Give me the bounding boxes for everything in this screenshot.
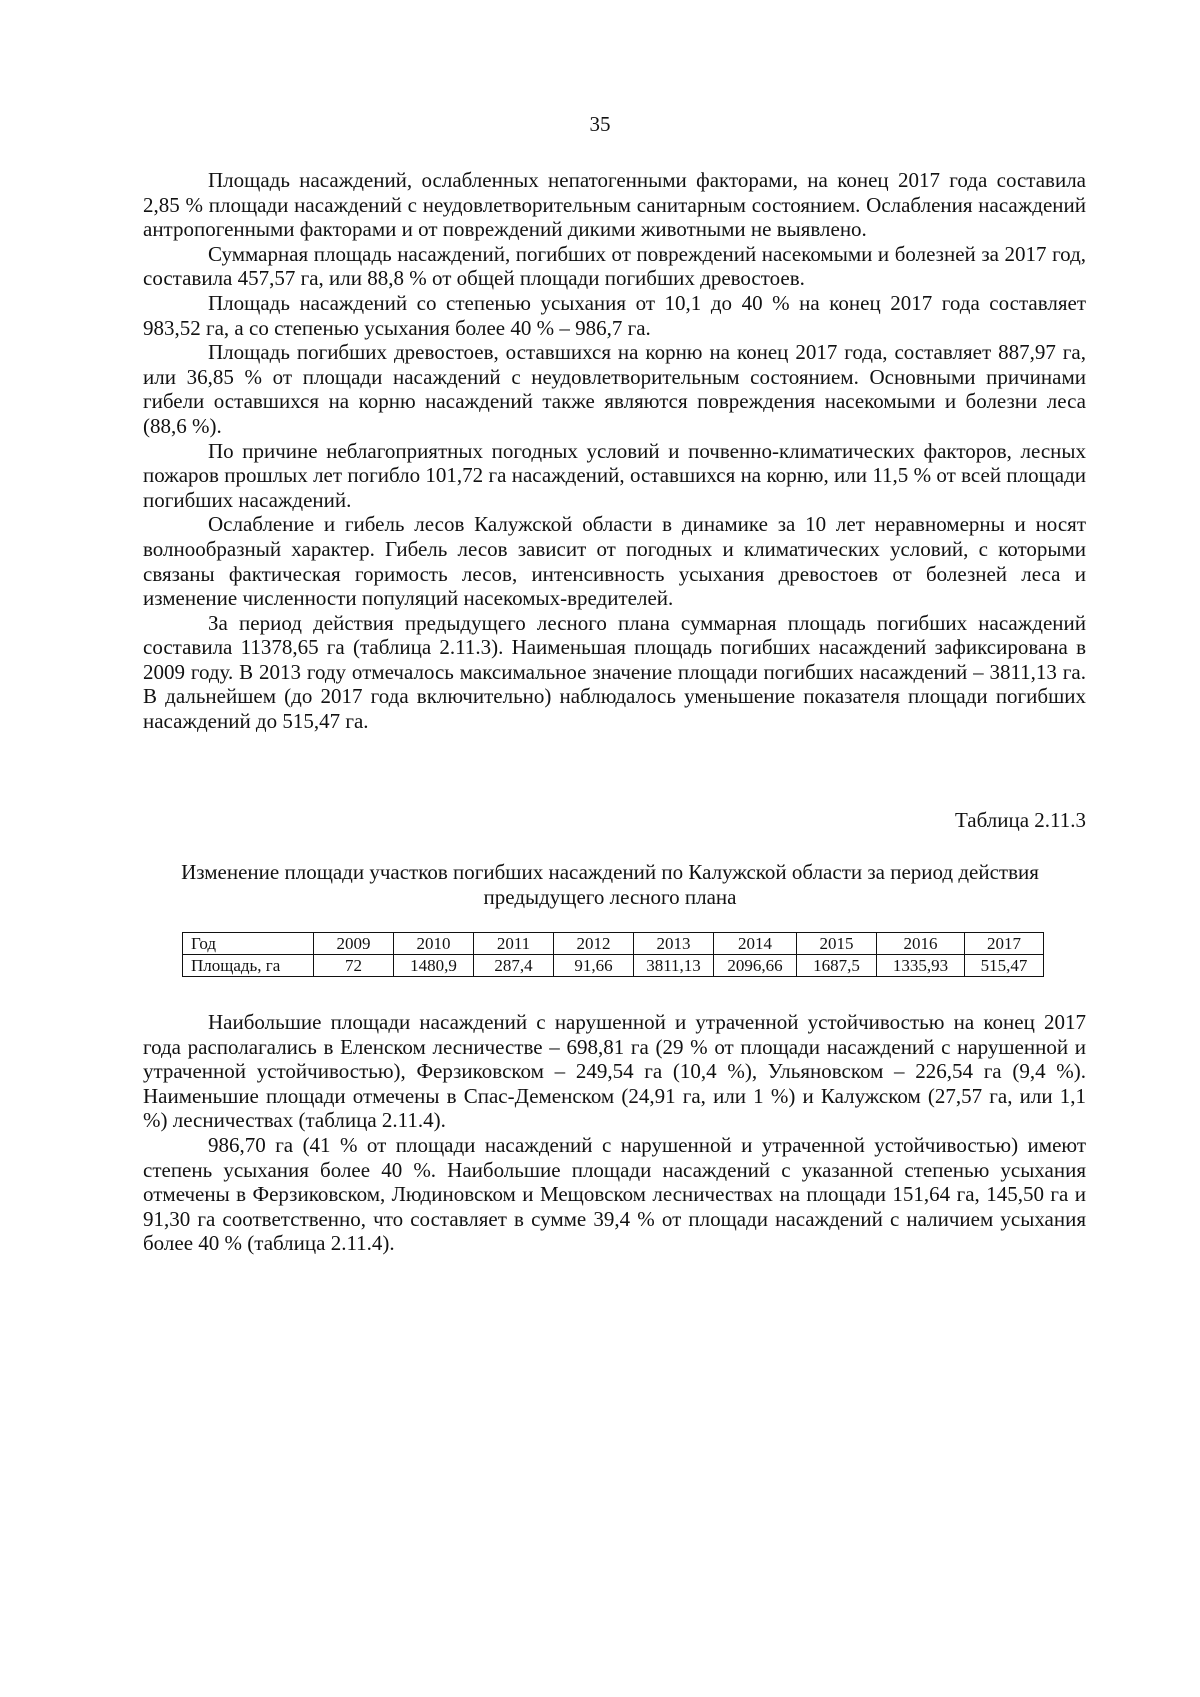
- text-block-top: [143, 168, 1086, 734]
- year-cell: 2009: [314, 933, 394, 955]
- table-row: [183, 933, 1044, 955]
- area-cell: 1687,5: [797, 955, 877, 977]
- area-cell: 2096,66: [714, 955, 797, 977]
- area-cell: 72: [314, 955, 394, 977]
- year-cell: 2013: [634, 933, 714, 955]
- area-cell: 3811,13: [634, 955, 714, 977]
- table-caption: Изменение площади участков погибших насаждений по Калужской области за период действия предыдущего лесного плана: [181, 860, 1039, 909]
- area-cell: 91,66: [554, 955, 634, 977]
- year-cell: 2010: [394, 933, 474, 955]
- paragraph: Наибольшие площади насаждений с нарушенной и утраченной устойчивостью на конец 2017 года располагались в Еленском лесничестве – 698,81 га (29 % от площади насаждений с нарушенной и утраченной устойчивостью), Ферзиковском – 249,54 га (10,4 %), Ульяновском – 226,54 га (9,4 %). Наименьшие площади отмечены в Спас-Деменском (24,91 га, или 1 %) и Калужском (27,57 га, или 1,1 %) лесничествах (таблица 2.11.4).: [143, 1010, 1086, 1133]
- year-cell: 2016: [877, 933, 965, 955]
- area-cell: 515,47: [965, 955, 1044, 977]
- year-cell: 2017: [965, 933, 1044, 955]
- text-block-bottom: [143, 1010, 1086, 1256]
- paragraph: Площадь насаждений со степенью усыхания от 10,1 до 40 % на конец 2017 года составляет 983,52 га, а со степенью усыхания более 40 % – 986,7 га.: [143, 290, 1086, 340]
- table-row: [183, 955, 1044, 977]
- area-cell: 1480,9: [394, 955, 474, 977]
- table-label: Таблица 2.11.3: [954, 808, 1086, 832]
- paragraph: За период действия предыдущего лесного плана суммарная площадь погибших насаждений составила 11378,65 га (таблица 2.11.3). Наименьшая площадь погибших насаждений зафиксирована в 2009 году. В 2013 году отмечалось максимальное значение площади погибших насаждений – 3811,13 га. В дальнейшем (до 2017 года включительно) наблюдалось уменьшение показателя площади погибших насаждений до 515,47 га.: [143, 610, 1086, 734]
- area-cell: 1335,93: [877, 955, 965, 977]
- page-number: 35: [589, 112, 611, 136]
- paragraph: Площадь погибших древостоев, оставшихся на корню на конец 2017 года, составляет 887,97 га, или 36,85 % от площади насаждений с неудовлетворительным состоянием. Основными причинами гибели оставшихся на корню насаждений также являются повреждения насекомыми и болезни леса (88,6 %).: [143, 340, 1086, 438]
- paragraph: По причине неблагоприятных погодных условий и почвенно-климатических факторов, лесных пожаров прошлых лет погибло 101,72 га насаждений, оставшихся на корню, или 11,5 % от всей площади погибших насаждений.: [143, 438, 1086, 512]
- row-header-year: Год: [183, 933, 314, 955]
- year-cell: 2014: [714, 933, 797, 955]
- row-header-area: Площадь, га: [183, 955, 314, 977]
- paragraph: Суммарная площадь насаждений, погибших от повреждений насекомыми и болезней за 2017 год, составила 457,57 га, или 88,8 % от общей площади погибших древостоев.: [143, 241, 1086, 291]
- year-cell: 2012: [554, 933, 634, 955]
- area-cell: 287,4: [474, 955, 554, 977]
- paragraph: Площадь насаждений, ослабленных непатогенными факторами, на конец 2017 года составила 2,85 % площади насаждений с неудовлетворительным санитарным состоянием. Ослабления насаждений антропогенными факторами и от повреждений дикими животными не выявлено.: [143, 168, 1086, 242]
- paragraph: Ослабление и гибель лесов Калужской области в динамике за 10 лет неравномерны и носят волнообразный характер. Гибель лесов зависит от погодных и климатических условий, с которыми связаны фактическая горимость лесов, интенсивность усыхания древостоев от болезней леса и изменение численности популяций насекомых-вредителей.: [143, 512, 1086, 611]
- dead-stands-table: [182, 932, 1044, 977]
- year-cell: 2011: [474, 933, 554, 955]
- year-cell: 2015: [797, 933, 877, 955]
- paragraph: 986,70 га (41 % от площади насаждений с нарушенной и утраченной устойчивостью) имеют степень усыхания более 40 %. Наибольшие площади насаждений с указанной степенью усыхания отмечены в Ферзиковском, Людиновском и Мещовском лесничествах на площади 151,64 га, 145,50 га и 91,30 га соответственно, что составляет в сумме 39,4 % от площади насаждений с наличием усыхания более 40 % (таблица 2.11.4).: [143, 1132, 1086, 1256]
